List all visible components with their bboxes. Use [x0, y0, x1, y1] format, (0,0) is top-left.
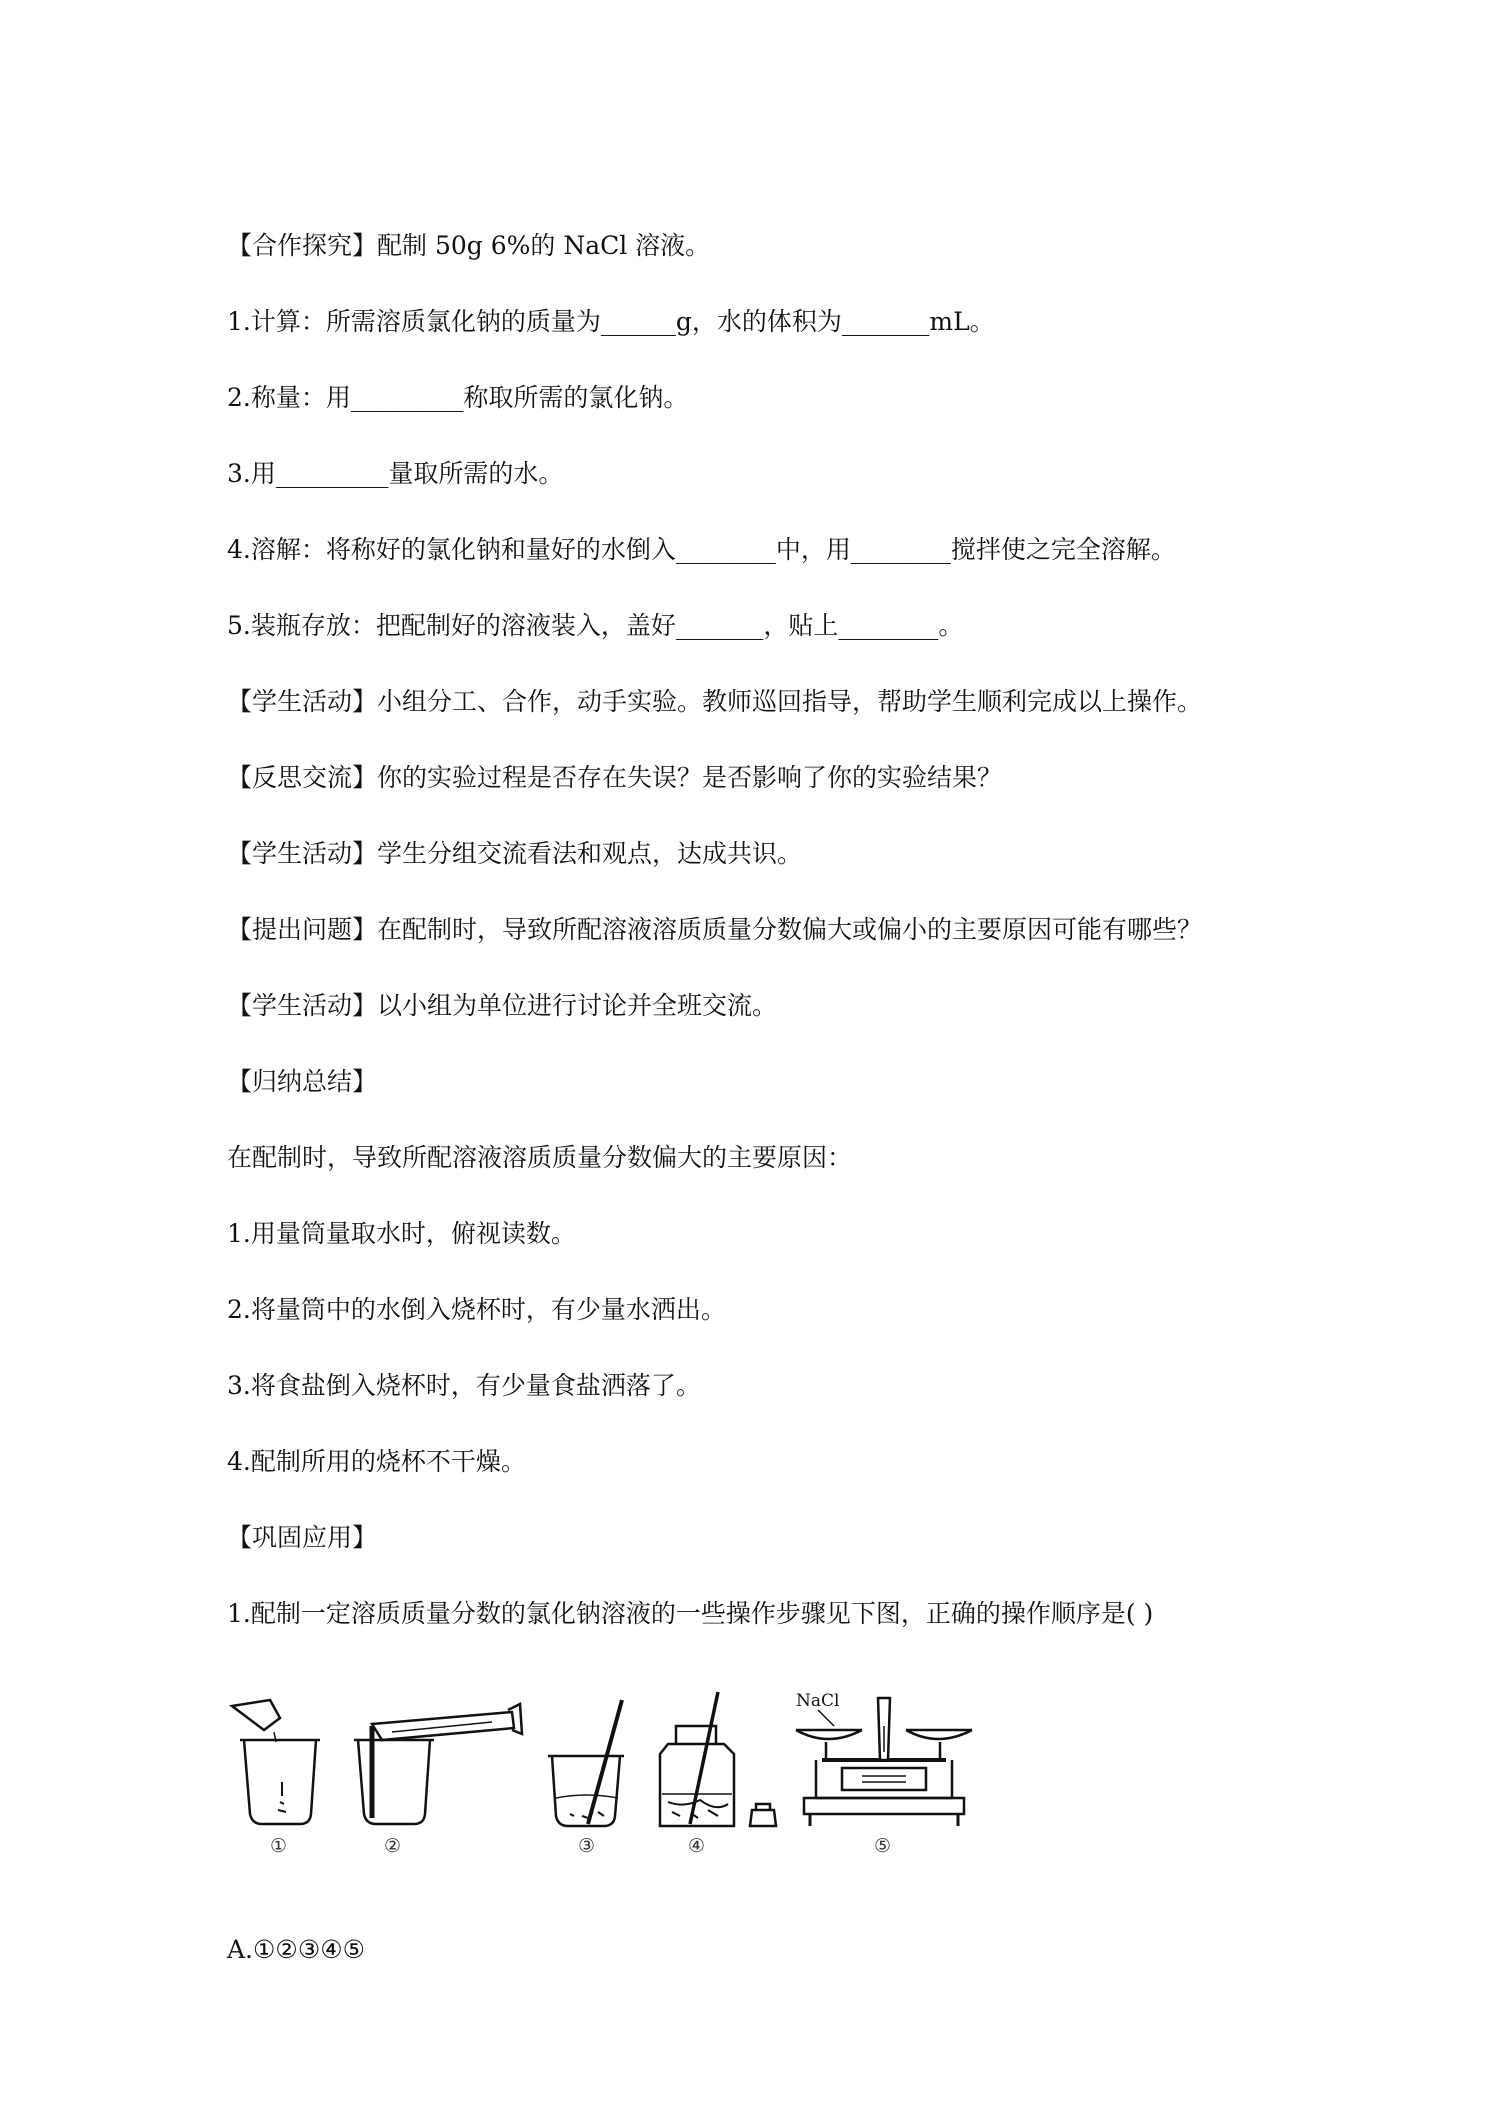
- text-line: 【学生活动】小组分工、合作，动手实验。教师巡回指导，帮助学生顺利完成以上操作。: [227, 687, 1203, 716]
- text-line: 3.用_________量取所需的水。: [227, 459, 564, 488]
- step-2-illustration: [354, 1704, 522, 1824]
- answer-option-a: A.①②③④⑤: [227, 1935, 366, 1964]
- nacl-label: NaCl: [796, 1691, 840, 1711]
- text-line: 【学生活动】学生分组交流看法和观点，达成共识。: [227, 839, 803, 868]
- step-label-5: ⑤: [874, 1835, 892, 1857]
- text-line: 【学生活动】以小组为单位进行讨论并全班交流。: [227, 991, 778, 1020]
- step-5-illustration: [796, 1691, 972, 1826]
- text-line: 【巩固应用】: [227, 1523, 378, 1552]
- step-label-2: ②: [384, 1835, 402, 1857]
- text-line: 【反思交流】你的实验过程是否存在失误？是否影响了你的实验结果？: [227, 763, 1003, 792]
- text-line: 4.配制所用的烧杯不干燥。: [227, 1447, 526, 1476]
- step-4-illustration: [660, 1692, 776, 1826]
- text-line: 3.将食盐倒入烧杯时，有少量食盐洒落了。: [227, 1371, 701, 1400]
- step-label-4: ④: [688, 1835, 706, 1857]
- text-line: 【归纳总结】: [227, 1067, 378, 1096]
- text-line: 【提出问题】在配制时，导致所配溶液溶质质量分数偏大或偏小的主要原因可能有哪些？: [227, 915, 1203, 944]
- text-line: 1.计算：所需溶质氯化钠的质量为______g，水的体积为_______mL。: [227, 307, 995, 336]
- text-line: 【合作探究】配制 50g 6%的 NaCl 溶液。: [227, 231, 711, 260]
- step-label-3: ③: [578, 1835, 596, 1857]
- step-label-1: ①: [270, 1835, 288, 1857]
- text-line: 1.配制一定溶质质量分数的氯化钠溶液的一些操作步骤见下图，正确的操作顺序是( ): [227, 1599, 1154, 1628]
- step-1-illustration: [232, 1700, 320, 1824]
- text-line: 5.装瓶存放：把配制好的溶液装入，盖好_______，贴上________。: [227, 611, 964, 640]
- text-line: 4.溶解：将称好的氯化钠和量好的水倒入________中，用________搅拌使之完全溶解。: [227, 535, 1176, 564]
- text-line: 在配制时，导致所配溶液溶质质量分数偏大的主要原因：: [227, 1143, 853, 1172]
- step-3-illustration: [548, 1700, 624, 1826]
- experiment-steps-figure: [222, 1686, 1002, 1860]
- text-line: 2.将量筒中的水倒入烧杯时，有少量水洒出。: [227, 1295, 726, 1324]
- text-line: 2.称量：用_________称取所需的氯化钠。: [227, 383, 689, 412]
- text-line: 1.用量筒量取水时，俯视读数。: [227, 1219, 576, 1248]
